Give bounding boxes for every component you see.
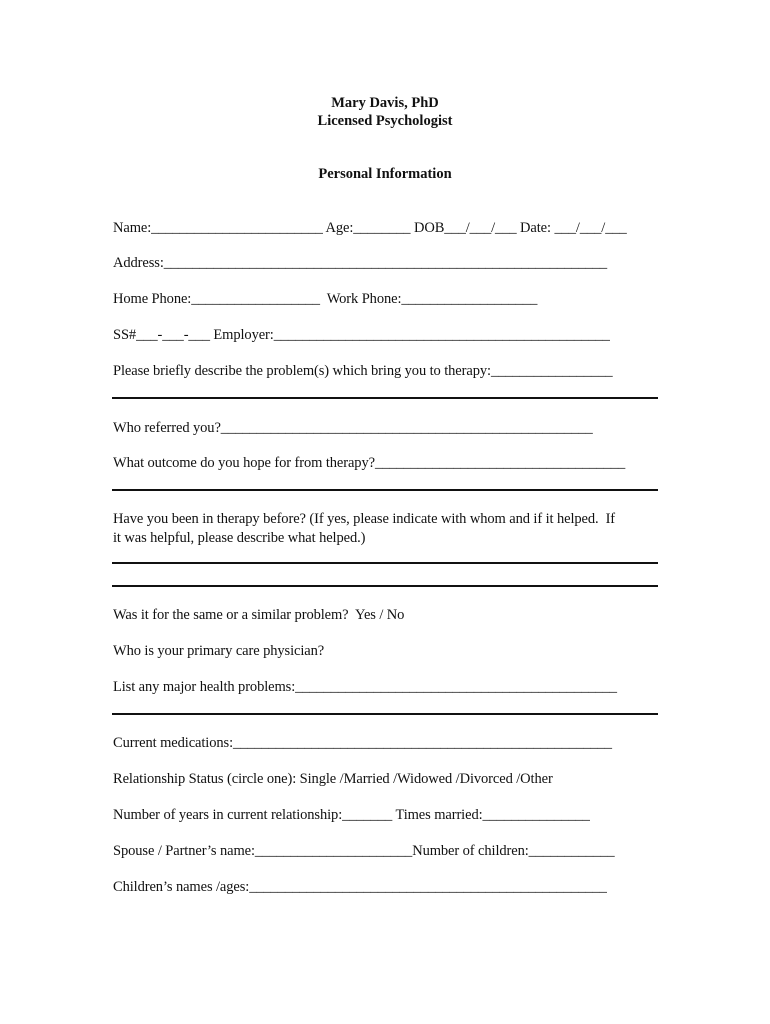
practitioner-title: Licensed Psychologist (317, 113, 453, 129)
address-field[interactable]: Address:______________________________________________________________ (113, 255, 608, 271)
answer-line[interactable] (112, 713, 658, 715)
children-names-ages-field[interactable]: Children’s names /ages:__________________________________________________ (113, 879, 607, 895)
phone-fields[interactable]: Home Phone:__________________ Work Phone:___________________ (113, 291, 538, 307)
primary-physician-question: Who is your primary care physician? (113, 643, 325, 659)
relationship-status-question[interactable]: Relationship Status (circle one): Single /Married /Widowed /Divorced /Other (113, 771, 553, 787)
relationship-years-times-married-field[interactable]: Number of years in current relationship:_______ Times married:_______________ (113, 807, 590, 823)
form-title: Personal Information (318, 166, 452, 182)
name-age-dob-date-field[interactable]: Name:________________________ Age:________ DOB___/___/___ Date: ___/___/___ (113, 220, 627, 236)
same-problem-question[interactable]: Was it for the same or a similar problem? Yes / No (113, 607, 405, 623)
ss-employer-field[interactable]: SS#___-___-___ Employer:_______________________________________________ (113, 327, 610, 343)
therapy-outcome-field[interactable]: What outcome do you hope for from therapy?___________________________________ (113, 455, 626, 471)
therapy-before-question-line-2: it was helpful, please describe what helped.) (113, 530, 366, 546)
practitioner-name: Mary Davis, PhD (331, 95, 439, 111)
therapy-before-question-line-1: Have you been in therapy before? (If yes, please indicate with whom and if it helped. If (113, 511, 616, 527)
referred-by-field[interactable]: Who referred you?____________________________________________________ (113, 420, 593, 436)
problem-description-field[interactable]: Please briefly describe the problem(s) which bring you to therapy:_________________ (113, 363, 613, 379)
medications-field[interactable]: Current medications:_____________________________________________________ (113, 735, 612, 751)
spouse-children-count-field[interactable]: Spouse / Partner’s name:______________________Number of children:____________ (113, 843, 615, 859)
answer-line[interactable] (112, 489, 658, 491)
answer-line[interactable] (112, 397, 658, 399)
health-problems-field[interactable]: List any major health problems:_____________________________________________ (113, 679, 617, 695)
answer-line[interactable] (112, 585, 658, 587)
answer-line[interactable] (112, 562, 658, 564)
